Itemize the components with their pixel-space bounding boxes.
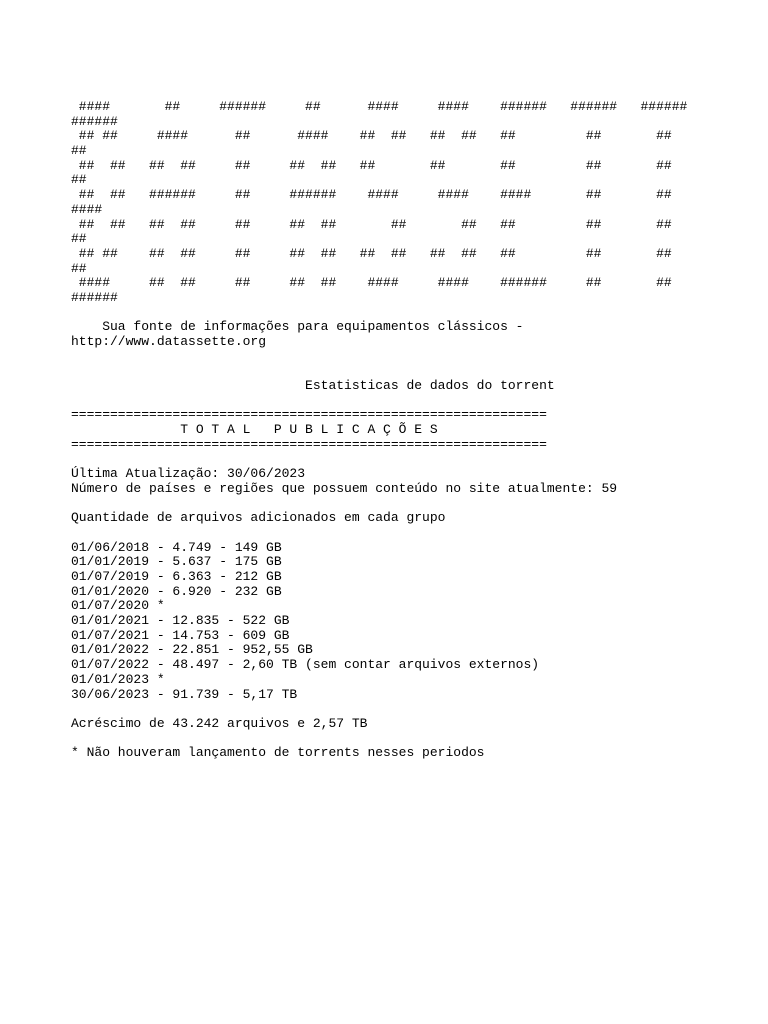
footnote: * Não houveram lançamento de torrents nesses periodos (71, 745, 485, 761)
banner-line: ## (71, 143, 87, 159)
banner-line: ## (71, 231, 87, 247)
list-item: 01/01/2023 * (71, 671, 165, 687)
document-page (71, 100, 751, 761)
banner-line: ## (71, 260, 87, 276)
list-item: 01/07/2022 - 48.497 - 2,60 TB (sem contar arquivos externos) (71, 657, 540, 673)
banner-line: ###### (71, 289, 118, 305)
last-update: Última Atualização: 30/06/2023 (71, 466, 306, 482)
section-header (71, 408, 751, 452)
spacer (71, 453, 751, 468)
countries-count: Número de países e regiões que possuem conteúdo no site atualmente: 59 (71, 480, 618, 496)
list-item: 01/07/2019 - 6.363 - 212 GB (71, 569, 282, 585)
list-item: 01/07/2021 - 14.753 - 609 GB (71, 627, 290, 643)
banner-line: ## ## ## ## ## ## ## ## ## ## ## ## (71, 157, 672, 173)
banner-line: ## ## #### ## #### ## ## ## ## ## ## ## (71, 128, 672, 144)
site-url: http://www.datassette.org (71, 334, 267, 349)
entries-list (71, 541, 751, 703)
list-item: 30/06/2023 - 91.739 - 5,17 TB (71, 686, 298, 702)
files-heading: Quantidade de arquivos adicionados em cada grupo (71, 510, 446, 526)
banner-line: ## ## ## ## ## ## ## ## ## ## ## ## ## ## (71, 245, 672, 261)
list-item: 01/01/2019 - 5.637 - 175 GB (71, 554, 282, 570)
banner-line: #### (71, 201, 103, 217)
ascii-banner (71, 100, 751, 306)
banner-line: ## ## ## ## ## ## ## ## ## ## ## ## (71, 216, 672, 232)
spacer (71, 526, 751, 541)
banner-line: ###### (71, 113, 118, 129)
spacer (71, 306, 751, 321)
increase-summary: Acréscimo de 43.242 arquivos e 2,57 TB (71, 715, 368, 731)
tagline: Sua fonte de informações para equipamentos clássicos - (71, 319, 524, 335)
spacer (71, 497, 751, 512)
list-item: 01/01/2020 - 6.920 - 232 GB (71, 583, 282, 599)
banner-line: #### ## ###### ## #### #### ###### ###### ###### (71, 99, 688, 114)
rule-top: ============================================================= (71, 407, 547, 423)
spacer (71, 350, 751, 379)
banner-line: #### ## ## ## ## ## #### #### ###### ## ## (71, 275, 672, 291)
banner-line: ## ## ###### ## ###### #### #### #### ## ## (71, 187, 672, 203)
spacer (71, 702, 751, 717)
list-item: 01/01/2022 - 22.851 - 952,55 GB (71, 642, 313, 658)
page-subtitle: Estatisticas de dados do torrent (71, 378, 555, 394)
spacer (71, 394, 751, 409)
list-item: 01/07/2020 * (71, 598, 165, 614)
list-item: 01/06/2018 - 4.749 - 149 GB (71, 539, 282, 555)
rule-bottom: ============================================================= (71, 436, 547, 452)
banner-line: ## (71, 172, 87, 188)
spacer (71, 732, 751, 747)
section-title: T O T A L P U B L I C A Ç Õ E S (71, 422, 438, 438)
list-item: 01/01/2021 - 12.835 - 522 GB (71, 613, 290, 629)
